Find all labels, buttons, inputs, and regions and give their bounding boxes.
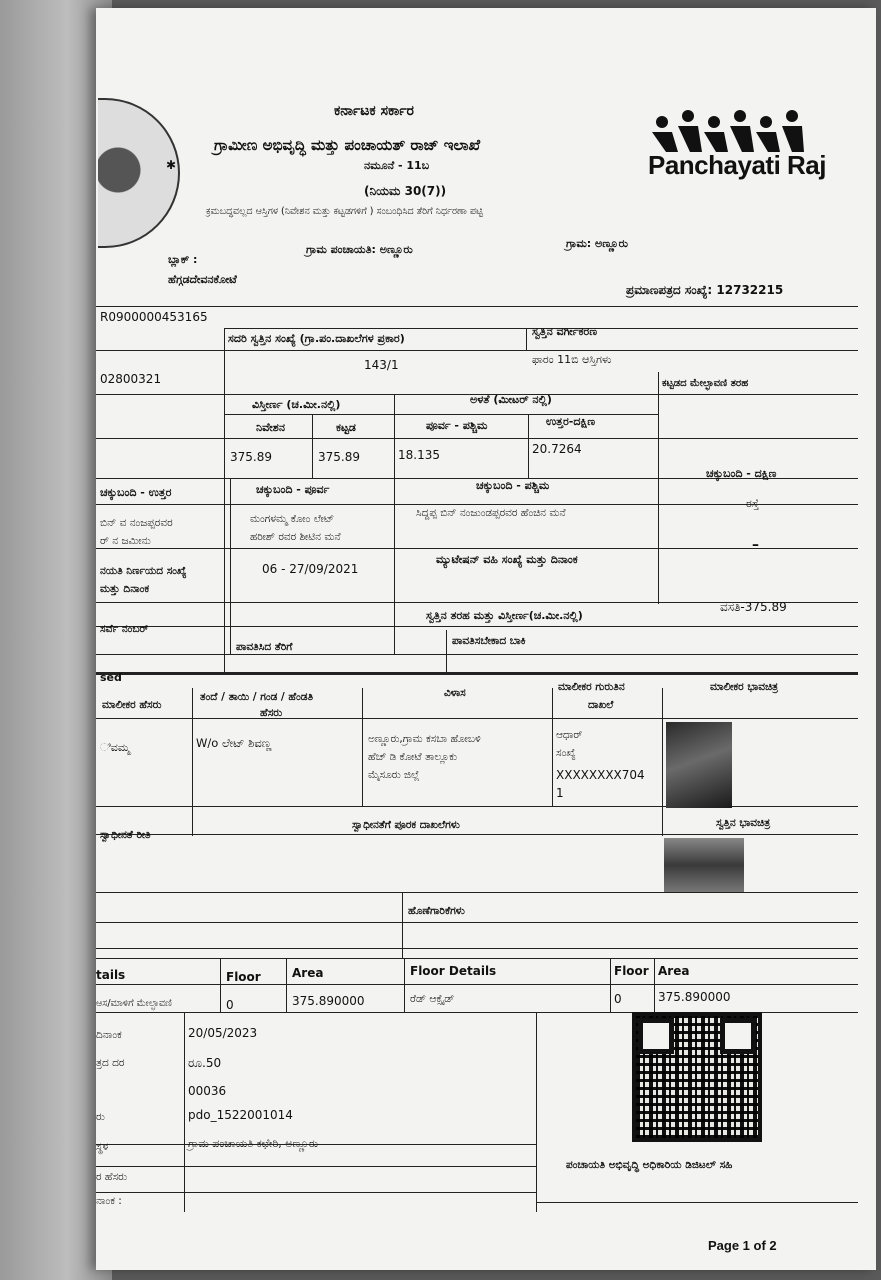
date-value: 20/05/2023 (188, 1026, 258, 1040)
place-label: ಸ್ಥಳ (96, 1141, 109, 1153)
tax-due-label: ಪಾವತಿಸಬೇಕಾದ ಬಾಕಿ (452, 635, 526, 647)
north-south-label: ಉತ್ತರ-ದಕ್ಷಿಣ (546, 415, 596, 428)
site-label: ನಿವೇಶನ (256, 421, 285, 434)
floor-value-left: 0 (226, 998, 234, 1012)
col-line (402, 892, 403, 958)
mutation-label: ಮ್ಯುಟೇಷನ್ ವಹಿ ಸಂಖ್ಯೆ ಮತ್ತು ದಿನಾಂಕ (436, 553, 578, 566)
name-label: ರ ಹೆಸರು (96, 1171, 128, 1183)
col-line (654, 958, 655, 1012)
row-line (96, 504, 858, 505)
east-boundary-line1: ಮಂಗಳಮ್ಮ ಕೋಂ ಲೇಟ್ (250, 513, 335, 525)
row-line (96, 892, 858, 893)
rule-number: (ನಿಯಮ 30(7)) (364, 184, 447, 198)
taluk-label: ಬ್ಲಾಕ್ : (168, 253, 198, 266)
property-type-value: ವಸತಿ-375.89 (720, 600, 787, 614)
area-label-left: Area (292, 966, 324, 980)
row-line (96, 672, 858, 675)
panchayat-name: ಗ್ರಾಮ ಪಂಚಾಯತಿ: ಅಣ್ಣೂರು (306, 243, 413, 256)
left-code: 02800321 (100, 372, 162, 386)
taluk-name: ಹೆಗ್ಗಡದೇವನಕೋಟೆ (168, 273, 237, 286)
form-name: ನಮೂನೆ - 11ಬ (364, 159, 430, 172)
area-label: ವಿಸ್ತೀರ್ಣ (ಚ.ಮೀ.ನಲ್ಲಿ) (252, 398, 341, 411)
address-line1: ಅಣ್ಣೂರು,ಗ್ರಾಮ ಕಸಬಾ ಹೋಬಳಿ (368, 733, 481, 745)
state-title: ಕರ್ನಾಟಕ ಸರ್ಕಾರ (334, 103, 414, 119)
floor-details-right-title: Floor Details (410, 964, 497, 978)
area-value-right: 375.890000 (658, 990, 731, 1004)
row-line (96, 438, 858, 439)
id-line4: 1 (556, 786, 564, 800)
date2-label: ನಾಂಕ : (96, 1195, 122, 1207)
address-line3: ಮೈಸೂರು ಜಿಲ್ಲೆ (368, 769, 420, 781)
floor-value-right: 0 (614, 992, 622, 1006)
col-line (526, 328, 527, 350)
certificate-number: ಪ್ರಮಾಣಪತ್ರದ ಸಂಖ್ಯೆ: 12732215 (626, 283, 784, 297)
row-line (96, 306, 858, 307)
sed-label: sed (100, 671, 122, 684)
col-line (610, 958, 611, 1012)
acquisition-method-label: ಸ್ವಾಧೀನತೆ ರೀತಿ (100, 829, 151, 841)
address-line2: ಹೆಚ್ ಡಿ ಕೋಟೆ ತಾಲ್ಲೂಕು (368, 751, 458, 763)
row-line (96, 654, 858, 655)
col-line (662, 688, 663, 836)
resolution-label-line1: ನಯತಿ ನಿರ್ಣಯದ ಸಂಖ್ಯೆ (100, 565, 187, 577)
col-line (220, 958, 221, 1012)
north-boundary-line2: ರ್ ನ ಜಮೀನು (100, 535, 151, 547)
col-line (312, 414, 313, 478)
row-line (536, 1202, 858, 1203)
row-line (96, 948, 858, 949)
property-photo-label: ಸ್ವತ್ತಿನ ಭಾವಚಿತ್ರ (716, 817, 771, 829)
roof-type-left: ಆಸ/ಮಾಳಿಗೆ ಮೇಲ್ಛಾವಣಿ (96, 998, 172, 1009)
col-line (362, 688, 363, 806)
col-line (528, 414, 529, 478)
user-value: pdo_1522001014 (188, 1108, 293, 1122)
row-line (96, 1166, 536, 1167)
north-boundary-label: ಚಕ್ಕುಬಂದಿ - ಉತ್ತರ (100, 486, 172, 499)
col-line (192, 688, 193, 836)
survey-number-label: ಸರ್ವೆ ನಂಬರ್ (100, 623, 149, 635)
id-line2: ಸಂಖ್ಯೆ (556, 747, 576, 759)
user-label: ರು (96, 1111, 105, 1123)
area-value-left: 375.890000 (292, 994, 365, 1008)
south-boundary-value: ರಸ್ತೆ (746, 497, 760, 510)
date-label: ದಿನಾಂಕ (96, 1029, 122, 1041)
department-title: ಗ್ರಾಮೀಣ ಅಭಿವೃದ್ಧಿ ಮತ್ತು ಪಂಚಾಯತ್ ರಾಜ್ ಇಲಾಖೆ (214, 136, 481, 154)
col-line (552, 688, 553, 806)
row-line (96, 718, 858, 719)
digital-signature-label: ಪಂಚಾಯತಿ ಅಭಿವೃದ್ಧಿ ಅಧಿಕಾರಿಯ ಡಿಜಿಟಲ್ ಸಹಿ (566, 1159, 733, 1171)
mutation-value: – (752, 537, 759, 553)
row-line (96, 958, 858, 959)
classification-label: ಸ್ವತ್ತಿನ ವರ್ಗೀಕರಣ (532, 325, 598, 338)
receipt-value: 00036 (188, 1084, 227, 1098)
building-type-label: ಕಟ್ಟಡದ ಮೇಲ್ಛಾವಣಿ ತರಹ (662, 378, 749, 389)
site-value: 375.89 (230, 450, 272, 464)
survey-value: 143/1 (364, 358, 399, 372)
owner-photo (666, 722, 732, 808)
property-type-label: ಸ್ವತ್ತಿನ ತರಹ ಮತ್ತು ವಿಸ್ತೀರ್ಣ(ಚ.ಮೀ.ನಲ್ಲಿ) (426, 609, 583, 622)
measure-label: ಅಳತೆ (ಮೀಟರ್ ನಲ್ಲಿ) (470, 393, 552, 406)
building-label: ಕಟ್ಟಡ (336, 421, 356, 434)
west-boundary-value: ಸಿದ್ದಪ್ಪ ಬಿನ್ ನಂಜುಂಡಪ್ಪರವರ ಹೆಂಚಿನ ಮನೆ (416, 507, 566, 519)
page-number: Page 1 of 2 (708, 1238, 777, 1253)
resolution-label-line2: ಮತ್ತು ದಿನಾಂಕ (100, 583, 150, 595)
owner-name-value: ಿವಮ್ಮ (100, 741, 130, 754)
relation-value: W/o ಲೇಟ್ ಶಿವಣ್ಣ (196, 736, 272, 750)
star-icon: ✱ (166, 158, 177, 172)
east-west-label: ಪೂರ್ವ - ಪಶ್ಚಿಮ (426, 419, 488, 432)
col-line (286, 958, 287, 1012)
property-id: R090000045316​5 (100, 310, 208, 324)
row-line (96, 922, 858, 923)
building-value: 375.89 (318, 450, 360, 464)
relation-label-line2: ಹೆಸರು (260, 707, 283, 719)
col-line (230, 478, 231, 654)
id-label-line1: ಮಾಲೀಕರ ಗುರುತಿನ (558, 681, 625, 693)
col-line (184, 1012, 185, 1212)
owner-name-label: ಮಾಲೀಕರ ಹೆಸರು (102, 699, 162, 711)
col-line (404, 958, 405, 1012)
roof-type-right: ರೆಡ್ ಆಕ್ಸೈಡ್ (410, 993, 455, 1005)
row-line (96, 984, 858, 985)
row-line (96, 350, 858, 351)
liabilities-label: ಹೊಣೆಗಾರಿಕೆಗಳು (408, 905, 465, 917)
tax-paid-label: ಪಾವತಿಸಿದ ತೆರಿಗೆ (236, 641, 293, 653)
document-page (96, 8, 876, 1270)
place-value: ಗ್ರಾಮ ಪಂಚಾಯತಿ ಕಛೇರಿ, ಅಣ್ಣೂರು (188, 1137, 319, 1150)
official-seal (98, 98, 180, 248)
east-boundary-line2: ಹರೀಶ್ ರವರ ಶೀಟಿನ ಮನೆ (250, 531, 341, 543)
area-label-right: Area (658, 964, 690, 978)
row-line (96, 806, 858, 807)
floor-label-left: Floor (226, 970, 261, 984)
qr-code (632, 1012, 762, 1142)
property-photo (664, 838, 744, 892)
east-west-value: 18.135 (398, 448, 440, 462)
id-line3: XXXXXXXX704 (556, 768, 645, 782)
floor-label-right: Floor (614, 964, 649, 978)
col-line (224, 328, 225, 672)
fee-value: ರೂ.50 (188, 1056, 222, 1070)
id-label-line2: ದಾಖಲೆ (588, 699, 614, 711)
col-line (658, 372, 659, 604)
south-boundary-label: ಚಕ್ಕುಬಂದಿ - ದಕ್ಷಿಣ (706, 467, 777, 480)
village-name: ಗ್ರಾಮ: ಅಣ್ಣೂರು (566, 237, 628, 250)
acquisition-docs-label: ಸ್ವಾಧೀನತೆಗೆ ಪೂರಕ ದಾಖಲೆಗಳು (352, 819, 460, 831)
id-line1: ಆಧಾರ್ (556, 729, 583, 741)
fee-label: ತ್ರದ ದರ (96, 1057, 125, 1069)
row-line (96, 548, 858, 549)
row-line (96, 1192, 536, 1193)
col-line (446, 630, 447, 672)
logo-text: Panchayati Raj (648, 150, 826, 180)
col-line (394, 394, 395, 654)
row-line (96, 626, 858, 627)
north-boundary-line1: ಬಿನ್ ವ ನಂಜಪ್ಪರವರ (100, 517, 173, 529)
floor-details-left-title: tails (96, 968, 126, 982)
resolution-value: 06 - 27/09/2021 (262, 562, 359, 576)
col-line (536, 1012, 537, 1212)
relation-label-line1: ತಂದೆ / ತಾಯಿ / ಗಂಡ / ಹೆಂಡತಿ (200, 691, 314, 703)
classification-value: ಫಾರಂ 11ಬಿ ಆಸ್ತಿಗಳು (532, 353, 612, 366)
survey-label: ಸದರಿ ಸ್ವತ್ತಿನ ಸಂಖ್ಯೆ (ಗ್ರಾ.ಪಂ.ದಾಖಲೆಗಳ ಪ್ರಕಾರ) (228, 332, 405, 345)
document-subtitle: ಕ್ರಮಬದ್ಧವಲ್ಲದ ಆಸ್ತಿಗಳ (ನಿವೇಶನ ಮತ್ತು ಕಟ್ಟಡಗಳಿಗೆ ) ಸಂಬಂಧಿಸಿದ ತೆರಿಗೆ ನಿರ್ಧರಣಾ ಪಟ್ಟಿ (206, 206, 483, 217)
address-label: ವಿಳಾಸ (444, 687, 466, 699)
owner-photo-label: ಮಾಲೀಕರ ಭಾವಚಿತ್ರ (710, 681, 779, 693)
east-boundary-label: ಚಕ್ಕುಬಂದಿ - ಪೂರ್ವ (256, 483, 330, 496)
row-line (96, 834, 858, 835)
west-boundary-label: ಚಕ್ಕುಬಂದಿ - ಪಶ್ಚಿಮ (476, 479, 550, 492)
north-south-value: 20.7264 (532, 442, 582, 456)
